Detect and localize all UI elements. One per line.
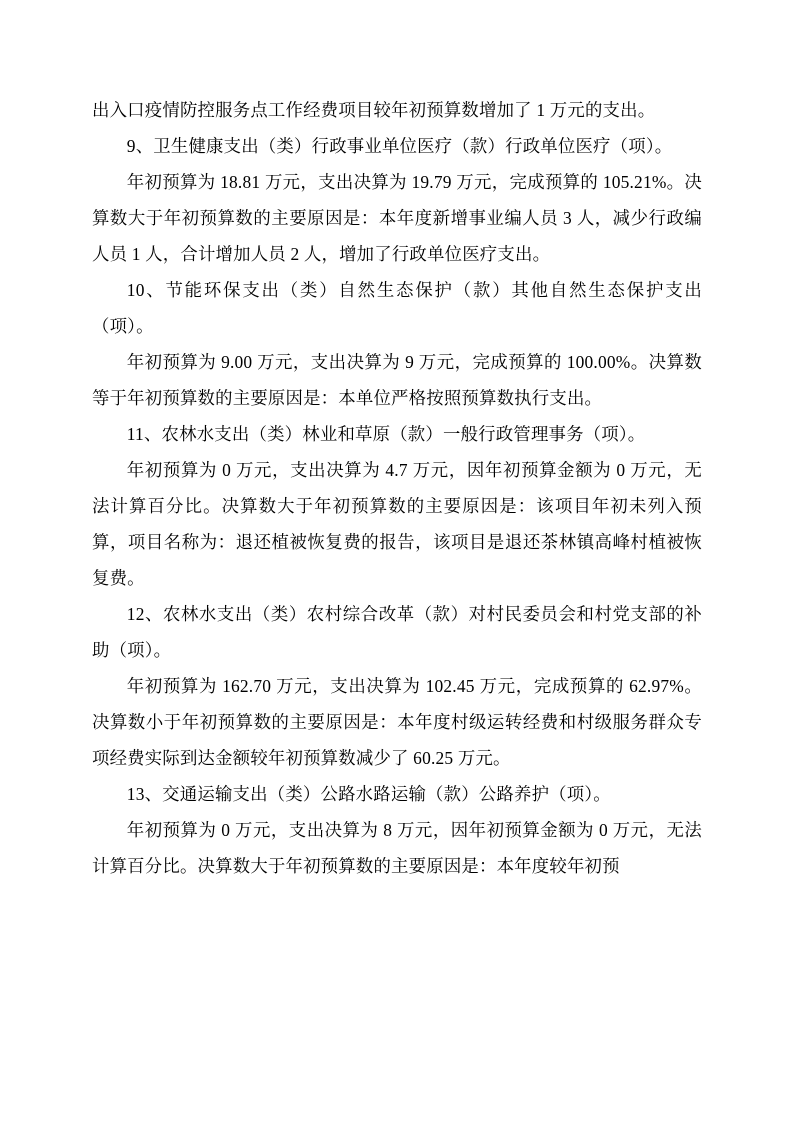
paragraph: 出入口疫情防控服务点工作经费项目较年初预算数增加了 1 万元的支出。 [92,100,656,120]
paragraph: 年初预算为 162.70 万元，支出决算为 102.45 万元，完成预算的 62.97%。决算数小于年初预算数的主要原因是：本年度村级运转经费和村级服务群众专项经费实际到达金额较年初预算数减少了 60.25 万元。 [92,676,702,769]
paragraph: 10、节能环保支出（类）自然生态保护（款）其他自然生态保护支出（项）。 [92,280,702,337]
paragraph: 年初预算为 9.00 万元，支出决算为 9 万元，完成预算的 100.00%。决算数等于年初预算数的主要原因是：本单位严格按照预算数执行支出。 [92,352,702,409]
paragraph: 年初预算为 0 万元，支出决算为 4.7 万元，因年初预算金额为 0 万元，无法计算百分比。决算数大于年初预算数的主要原因是：该项目年初未列入预算，项目名称为：退还植被恢复费的报告，该项目是退还茶林镇高峰村植被恢复费。 [92,460,702,589]
paragraph: 9、卫生健康支出（类）行政事业单位医疗（款）行政单位医疗（项）。 [126,136,673,157]
paragraph: 13、交通运输支出（类）公路水路运输（款）公路养护（项）。 [126,784,611,805]
page-content-area [92,92,702,1022]
paragraph: 12、农林水支出（类）农村综合改革（款）对村民委员会和村党支部的补助（项）。 [92,604,702,661]
paragraph: 年初预算为 18.81 万元，支出决算为 19.79 万元，完成预算的 105.21%。决算数大于年初预算数的主要原因是：本年度新增事业编人员 3 人，减少行政编人员 1 人，合计增加人员 2 人，增加了行政单位医疗支出。 [92,172,702,265]
paragraph: 年初预算为 0 万元，支出决算为 8 万元，因年初预算金额为 0 万元，无法计算百分比。决算数大于年初预算数的主要原因是：本年度较年初预 [92,820,702,877]
document-body [92,92,702,884]
paragraph: 11、农林水支出（类）林业和草原（款）一般行政管理事务（项）。 [126,424,646,445]
